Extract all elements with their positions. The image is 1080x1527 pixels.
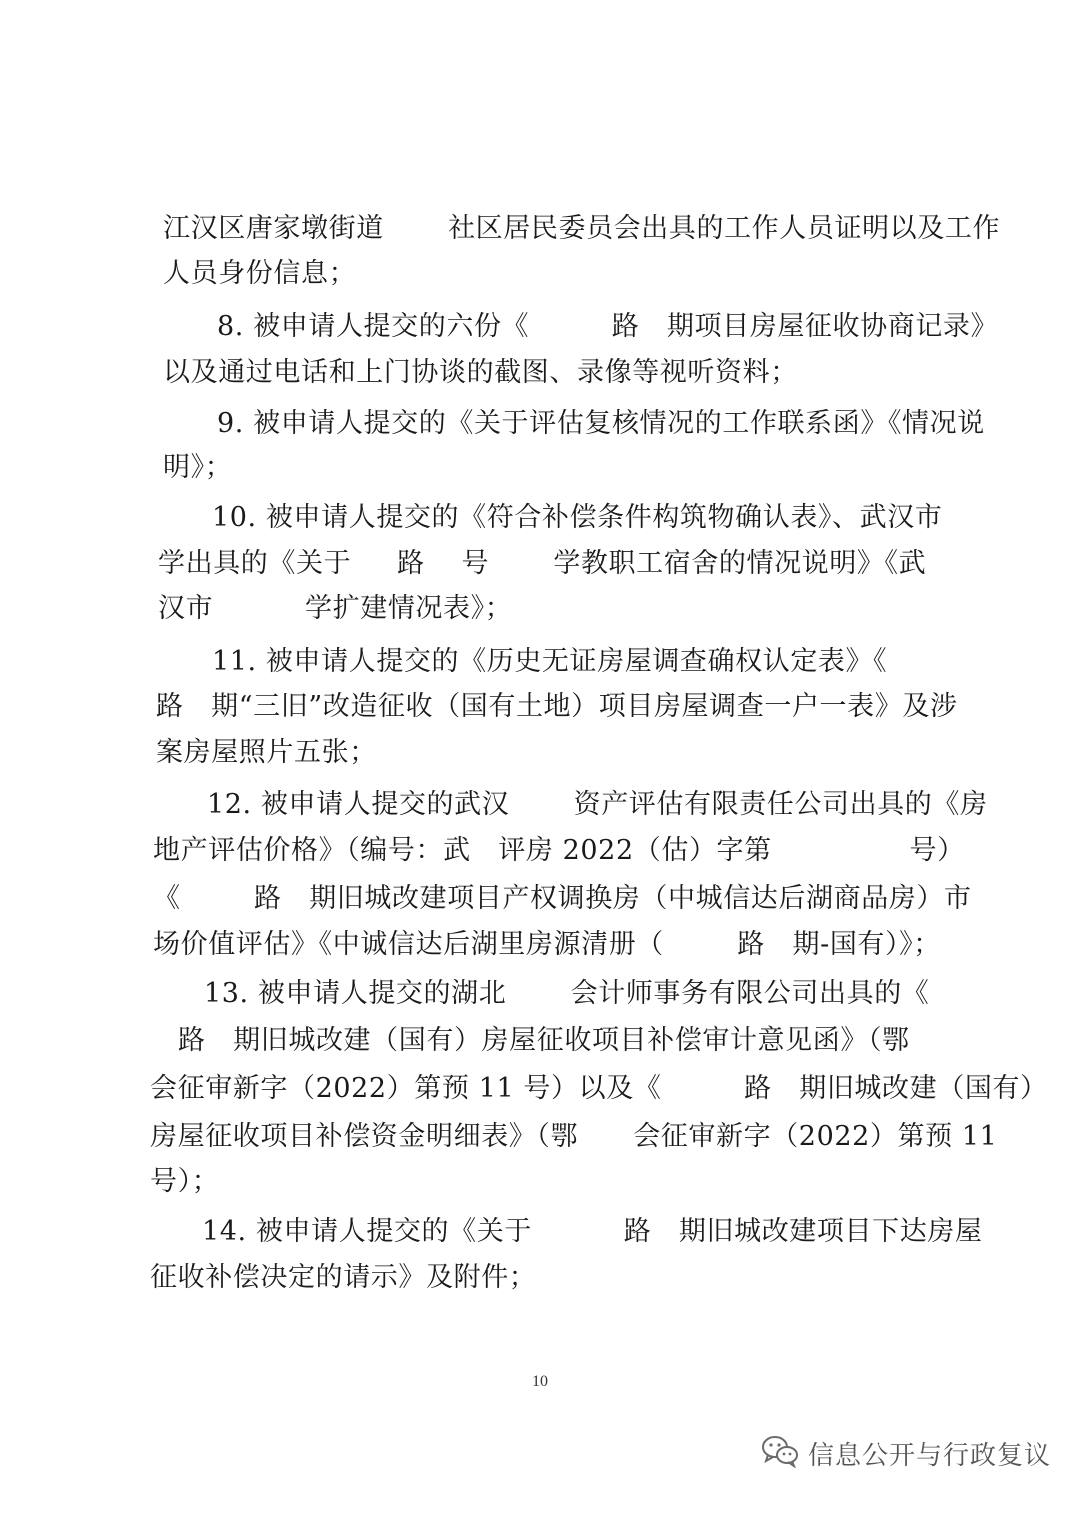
watermark: [760, 1433, 1051, 1473]
page-number: 10: [532, 1373, 548, 1390]
text-line: 路 期“三旧”改造征收（国有土地）项目房屋调查一户一表》及涉: [156, 691, 958, 722]
text-line: 以及通过电话和上门协谈的截图、录像等视听资料；: [163, 357, 798, 388]
text-line: 路 期旧城改建（国有）房屋征收项目补偿审计意见函》（鄂: [178, 1025, 910, 1056]
text-line: 案房屋照片五张；: [156, 737, 377, 768]
text-line: 10. 被申请人提交的《符合补偿条件构筑物确认表》、武汉市: [212, 502, 943, 533]
text-line: 江汉区唐家墩街道 社区居民委员会出具的工作人员证明以及工作: [163, 213, 1001, 244]
text-line: 汉市 学扩建情况表》；: [158, 593, 513, 624]
text-line: 会征审新字（2022）第预 11 号）以及《 路 期旧城改建（国有）: [150, 1073, 1048, 1104]
text-line: 地产评估价格》（编号：武 评房 2022（估）字第 号）: [153, 835, 965, 866]
text-line: 13. 被申请人提交的湖北 会计师事务有限公司出具的《: [204, 978, 930, 1009]
text-line: 明》；: [163, 452, 233, 483]
text-line: 征收补偿决定的请示》及附件；: [150, 1262, 537, 1293]
text-line: 8. 被申请人提交的六份《 路 期项目房屋征收协商记录》: [217, 311, 999, 342]
wechat-icon: [760, 1434, 800, 1472]
watermark-text: 信息公开与行政复议: [808, 1440, 1052, 1471]
text-line: 场价值评估》《中诚信达后湖里房源清册（ 路 期-国有）》；: [153, 929, 941, 960]
text-line: 学出具的《关于 路 号 学教职工宿舍的情况说明》《武: [158, 548, 927, 579]
text-line: 号）；: [150, 1166, 220, 1197]
text-line: 9. 被申请人提交的《关于评估复核情况的工作联系函》《情况说: [217, 408, 985, 439]
text-line: 14. 被申请人提交的《关于 路 期旧城改建项目下达房屋: [202, 1216, 983, 1247]
text-line: 人员身份信息；: [163, 258, 357, 289]
text-line: 《 路 期旧城改建项目产权调换房（中城信达后湖商品房）市: [153, 883, 972, 914]
text-line: 12. 被申请人提交的武汉 资产评估有限责任公司出具的《房: [207, 789, 988, 820]
text-line: 房屋征收项目补偿资金明细表》（鄂 会征审新字（2022）第预 11: [150, 1121, 998, 1152]
text-line: 11. 被申请人提交的《历史无证房屋调查确权认定表》《: [212, 646, 888, 677]
